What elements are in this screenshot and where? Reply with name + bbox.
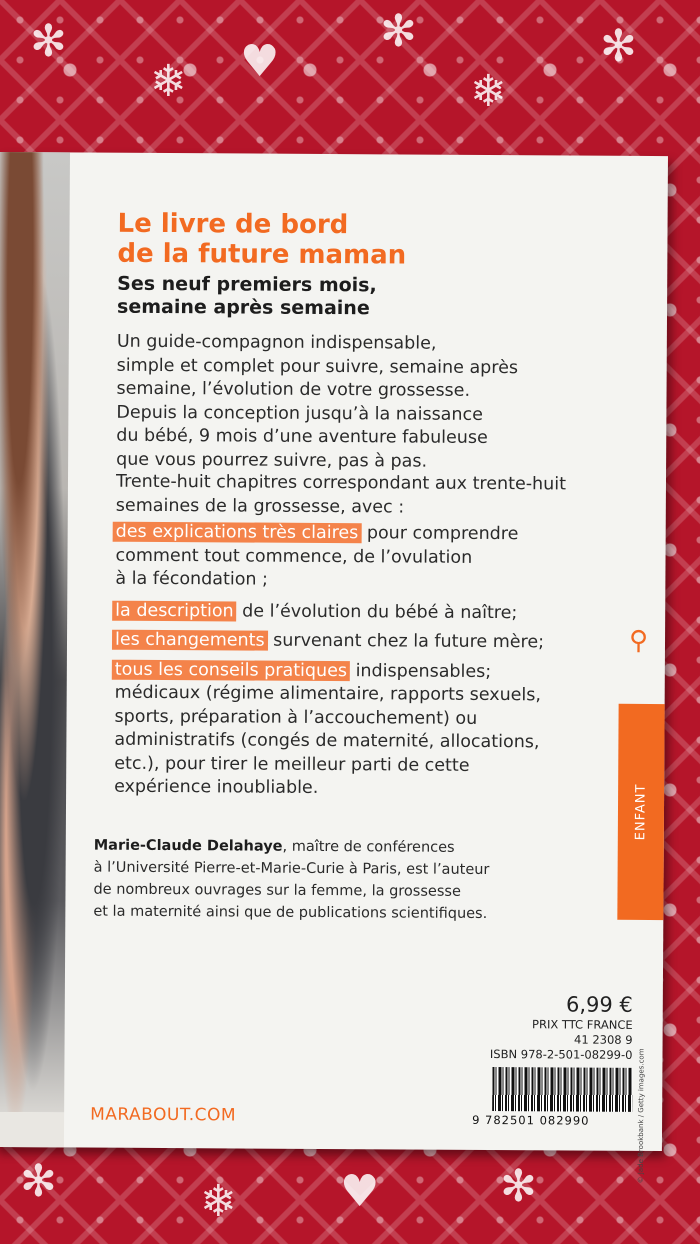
bullet-continuation: à la fécondation ; <box>115 568 269 590</box>
category-tab <box>617 704 664 920</box>
price: 6,99 € <box>565 992 633 1017</box>
author-role: , maître de conférences <box>282 838 455 856</box>
tablecloth-heart: ♥ <box>340 1166 380 1217</box>
book-title-line: de la future maman <box>117 238 407 271</box>
bullet-continuation: expérience inoubliable. <box>114 776 319 798</box>
book-back-cover <box>0 152 668 1184</box>
cover-photo-pregnant-woman <box>0 152 70 1112</box>
author-bio-line: à l’Université Pierre-et-Marie-Curie à Paris, est l’auteur <box>93 859 490 879</box>
product-code: 41 2308 9 <box>574 1032 633 1047</box>
photo-credit: © Jade Brookbank / Getty images.com <box>636 1048 646 1184</box>
bullet-continuation: sports, préparation à l’accouchement) ou <box>114 706 478 729</box>
book-subtitle-line: semaine après semaine <box>116 295 370 320</box>
bullet-item <box>116 521 616 548</box>
tablecloth-snowflake: ❄ <box>470 66 507 117</box>
intro-line: simple et complet pour suivre, semaine après <box>116 355 519 378</box>
price-label: PRIX TTC FRANCE <box>532 1017 633 1032</box>
intro-line: du bébé, 9 mois d’une aventure fabuleuse <box>116 425 488 448</box>
bullet-continuation: médicaux (régime alimentaire, rapports sexuels, <box>114 682 542 706</box>
bullet-item <box>115 629 615 656</box>
chapters-line: semaines de la grossesse, avec : <box>115 495 405 517</box>
author-bio-line: et la maternité ainsi que de publications scientifiques. <box>93 903 488 922</box>
author-bio-line <box>94 835 544 860</box>
bullet-highlight: les changements <box>112 630 268 651</box>
publisher-website: MARABOUT.COM <box>90 1104 237 1126</box>
bullet-continuation: administratifs (congés de maternité, allocations, <box>114 729 540 753</box>
tablecloth-heart: ♥ <box>240 36 280 87</box>
bullet-continuation: etc.), pour tirer le meilleur parti de cette <box>114 753 470 776</box>
category-label: ENFANT <box>633 783 649 841</box>
bullet-item <box>115 658 615 685</box>
bullet-highlight: tous les conseils pratiques <box>112 659 350 680</box>
intro-line: semaine, l’évolution de votre grossesse. <box>116 378 471 401</box>
book-subtitle-line: Ses neuf premiers mois, <box>117 272 377 297</box>
cover-bottom-strip <box>0 1112 64 1147</box>
bullet-item <box>115 599 615 626</box>
bullet-highlight: la description <box>112 600 237 621</box>
isbn: ISBN 978-2-501-08299-0 <box>489 1047 633 1062</box>
intro-line: Un guide-compagnon indispensable, <box>116 331 437 354</box>
bullet-text: survenant chez la future mère; <box>267 630 545 653</box>
bullet-highlight: des explications très claires <box>113 522 362 544</box>
bullet-text: de l’évolution du bébé à naître; <box>236 600 518 623</box>
publisher-logo-icon: ⚲ <box>628 625 649 656</box>
bullet-text: pour comprendre <box>361 523 519 545</box>
bullet-continuation: comment tout commence, de l’ovulation <box>115 545 473 568</box>
author-bio <box>93 835 544 926</box>
bullet-text: indispensables; <box>349 660 492 682</box>
tablecloth-snowflake: ✻ <box>20 1156 57 1207</box>
book-title <box>117 209 537 272</box>
price-block <box>490 991 633 1063</box>
tablecloth-snowflake: ✻ <box>600 21 637 72</box>
intro-paragraph <box>116 331 617 475</box>
tablecloth-snowflake: ❄ <box>200 1176 237 1227</box>
intro-line: que vous pourrez suivre, pas à pas. <box>116 449 428 472</box>
chapters-line: Trente-huit chapitres correspondant aux trente-huit <box>115 471 567 495</box>
barcode <box>492 1067 632 1112</box>
book-title-line: Le livre de bord <box>117 208 349 241</box>
tablecloth-snowflake: ✻ <box>500 1161 537 1212</box>
barcode-digits: 9 782501 082990 <box>472 1112 590 1128</box>
book-subtitle <box>117 273 537 322</box>
author-bio-line: de nombreux ouvrages sur la femme, la grossesse <box>93 881 461 900</box>
tablecloth-snowflake: ❄ <box>150 56 187 107</box>
intro-line: Depuis la conception jusqu’à la naissance <box>116 402 483 425</box>
bullet-list <box>114 521 616 803</box>
tablecloth-snowflake: ✻ <box>30 16 67 67</box>
tablecloth-snowflake: ✻ <box>380 6 417 57</box>
chapters-paragraph <box>116 471 616 521</box>
author-name: Marie-Claude Delahaye <box>93 837 283 855</box>
